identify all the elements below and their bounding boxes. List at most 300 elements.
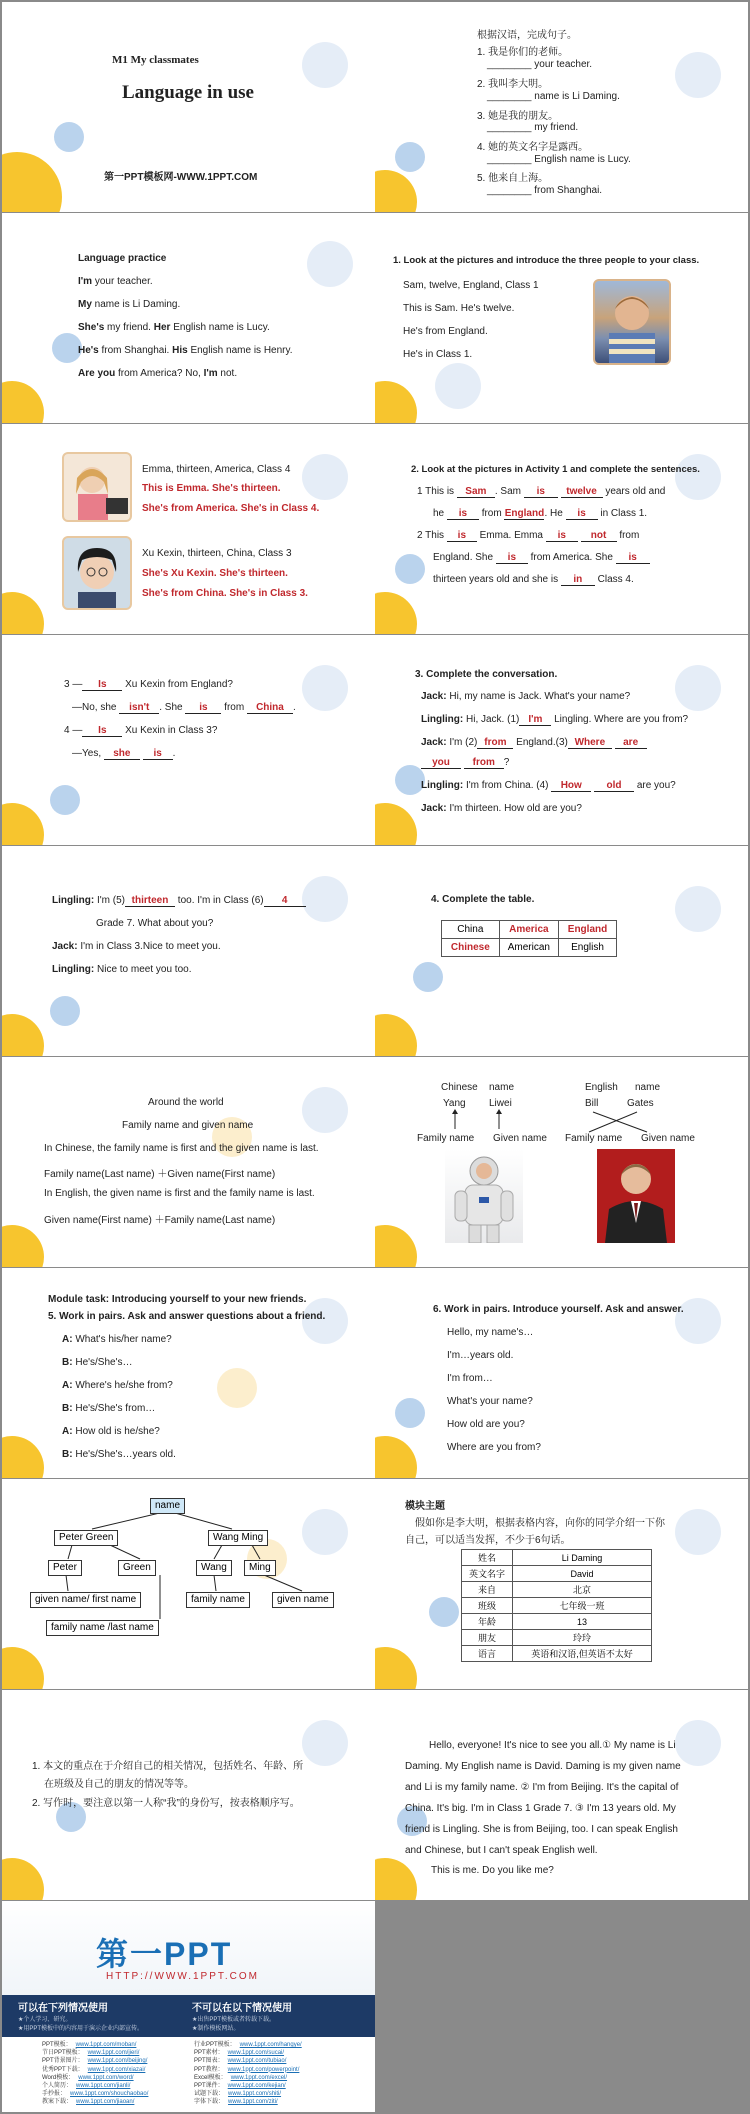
question-line: 4 — Is Xu Kexin in Class 3?	[64, 725, 218, 736]
name-box: Wang Ming	[208, 1530, 268, 1546]
decor-circle	[375, 1858, 417, 1900]
decor-circle	[395, 1398, 425, 1428]
task-intro: 假如你是李大明，根据表格内容，向你的同学介绍一下你	[415, 1518, 665, 1529]
footer-link[interactable]: www.1ppt.com/jieri/	[87, 2050, 140, 2057]
answer-blank: thirteen	[125, 895, 175, 907]
footer-link-row	[194, 2041, 302, 2049]
info-table	[461, 1549, 652, 1662]
given-name-example: Liwei	[489, 1098, 512, 1109]
answer-blank: is	[524, 486, 558, 498]
answer-blank: old	[594, 780, 634, 792]
table-cell: 北京	[513, 1582, 652, 1598]
answer-blank: How	[551, 780, 591, 792]
decor-circle	[2, 1014, 44, 1056]
site-label: 第一PPT模板网-WWW.1PPT.COM	[104, 172, 258, 183]
dialogue-line: Jack: I'm (2) from England.(3) Where are	[421, 737, 647, 749]
answer-blank: she	[104, 748, 140, 760]
cn-line: 3. 她是我的朋友。	[477, 111, 559, 122]
qa-line: A: Where's he/she from?	[62, 1380, 173, 1391]
essay-line: Hello, everyone! It's nice to see you all.① My name is Li	[429, 1740, 676, 1751]
footer-link-label: PPT背景图片：	[42, 2058, 84, 2065]
footer-link[interactable]: www.1ppt.com/powerpoint/	[227, 2066, 300, 2073]
essay-line: and Li is my family name. ② I'm from Beijing. It's the capital of	[405, 1782, 679, 1793]
qa-line: B: He's/She's from…	[62, 1403, 156, 1414]
decor-circle	[307, 241, 353, 287]
footer-link-label: PPT课件：	[194, 2083, 224, 2090]
tree-line	[68, 1545, 72, 1559]
footer-link-row	[194, 2066, 302, 2074]
practice-line: He's from Shanghai. His English name is Henry.	[78, 345, 293, 356]
slide-13-module-task	[2, 1268, 375, 1478]
footer-link[interactable]: www.1ppt.com/tubiao/	[227, 2058, 287, 2065]
bill-gates-photo	[597, 1149, 675, 1243]
footer-link-label: 手抄报：	[42, 2091, 67, 2098]
heading: 1. Look at the pictures and introduce the three people to your class.	[393, 255, 700, 266]
tree-line	[264, 1575, 302, 1591]
slide-12-name-examples	[375, 1057, 748, 1267]
slide-4-activity-1	[375, 213, 748, 423]
prompt-line: I'm from…	[447, 1373, 493, 1384]
answer-blank: is	[447, 530, 477, 542]
decor-circle	[302, 665, 348, 711]
answer-blank: twelve	[561, 486, 603, 498]
tree-line	[214, 1575, 216, 1591]
cn-line: 2. 我叫李大明。	[477, 79, 549, 90]
xukexin-info: Xu Kexin, thirteen, China, Class 3	[142, 548, 292, 559]
heading: 5. Work in pairs. Ask and answer questions about a friend.	[48, 1311, 326, 1322]
dialogue-line: you from ?	[421, 757, 509, 769]
decor-circle	[302, 42, 348, 88]
arrow-line	[593, 1112, 647, 1132]
table-cell: 姓名	[462, 1550, 513, 1566]
heading: 模块主题	[405, 1501, 445, 1512]
section-title: Around the world	[148, 1097, 224, 1108]
qa-line: B: He's/She's…	[62, 1357, 133, 1368]
decor-circle	[2, 1858, 44, 1900]
slide-18-sample-essay	[375, 1690, 748, 1900]
answer-blank: is	[616, 552, 650, 564]
root-name-box: name	[150, 1498, 185, 1514]
table-cell: 语言	[462, 1646, 513, 1662]
en-line: ________ my friend.	[487, 122, 579, 133]
qa-line: B: He's/She's…years old.	[62, 1449, 176, 1460]
dialogue-line: Jack: Hi, my name is Jack. What's your name?	[421, 691, 631, 702]
table-cell: 班级	[462, 1598, 513, 1614]
answer-blank: Sam	[457, 486, 495, 498]
answer-blank: are	[615, 737, 647, 749]
decor-circle	[375, 381, 417, 423]
forbidden-item: ★制作模板网站。	[192, 2026, 240, 2032]
xukexin-answer-2: She's from China. She's in Class 3.	[142, 588, 308, 599]
slide-3-language-practice	[2, 213, 375, 423]
name-box: Peter Green	[54, 1530, 118, 1546]
footer-link[interactable]: www.1ppt.com/beijing/	[87, 2058, 148, 2065]
heading: Language practice	[78, 253, 167, 264]
slide-8-conversation	[375, 635, 748, 845]
table-cell: America	[499, 921, 558, 939]
footer-link-row	[194, 2074, 302, 2082]
intro-line: This is Sam. He's twelve.	[403, 303, 515, 314]
decor-circle	[375, 1436, 417, 1478]
answer-blank: England	[504, 508, 545, 519]
cn-line: 5. 他来自上海。	[477, 173, 549, 184]
table-cell: 英文名字	[462, 1566, 513, 1582]
prompt-line: I'm…years old.	[447, 1350, 514, 1361]
answer-blank: is	[447, 508, 479, 520]
given-name-box: given name	[272, 1592, 334, 1608]
xukexin-answer-1: She's Xu Kexin. She's thirteen.	[142, 568, 288, 579]
label-name: name	[489, 1082, 515, 1093]
footer-link-label: 试题下载：	[194, 2091, 225, 2098]
label-name: name	[635, 1082, 661, 1093]
footer-link[interactable]: www.1ppt.com/xiazai/	[87, 2066, 146, 2073]
footer-link-row	[42, 2082, 148, 2090]
sentence-line: England. She is from America. She is	[433, 552, 650, 564]
slide-5-emma-xukexin	[2, 424, 375, 634]
practice-line: Are you from America? No, I'm not.	[78, 368, 238, 379]
unit-label: M1 My classmates	[112, 54, 199, 66]
family-name-box: family name /last name	[46, 1620, 159, 1636]
answer-line: —No, she isn't . She is from China .	[72, 702, 296, 713]
section-subtitle: Family name and given name	[122, 1120, 254, 1131]
prompt-line: How old are you?	[447, 1419, 525, 1430]
footer-link-row	[42, 2066, 148, 2074]
decor-circle	[435, 363, 481, 409]
decor-circle	[375, 592, 417, 634]
astronaut-photo	[445, 1149, 523, 1243]
boy-portrait-icon	[595, 281, 669, 363]
footer-link[interactable]: www.1ppt.com/shouchaobao/	[70, 2091, 149, 2098]
name-box: Peter	[48, 1560, 82, 1576]
slide-19-ppt-ad	[2, 1901, 375, 2112]
prompt-line: Where are you from?	[447, 1442, 541, 1453]
footer-link-label: 节日PPT模板：	[42, 2050, 84, 2057]
decor-circle	[395, 554, 425, 584]
footer-link-label: Word模板：	[42, 2074, 75, 2081]
label-chinese: Chinese	[441, 1082, 478, 1093]
prompt-line: Hello, my name's…	[447, 1327, 534, 1338]
table-cell: Chinese	[442, 939, 500, 957]
dialogue-line: Lingling: I'm (5) thirteen too. I'm in Class (6) 4	[52, 895, 306, 907]
answer-blank: 4	[264, 895, 306, 907]
dialogue-line: Lingling: Hi, Jack. (1) I'm Lingling. Where are you from?	[421, 714, 689, 725]
table-cell: 来自	[462, 1582, 513, 1598]
question-line: 3 — Is Xu Kexin from England?	[64, 679, 233, 690]
given-name-label: Given name	[493, 1133, 547, 1144]
rule-line: Given name(First name) ＋Family name(Last name)	[44, 1215, 276, 1226]
table-cell: 玲玲	[513, 1630, 652, 1646]
answer-blank: Is	[82, 725, 122, 737]
dialogue-line: Jack: I'm thirteen. How old are you?	[421, 803, 582, 814]
footer-link-row	[42, 2074, 148, 2082]
decor-circle	[2, 381, 44, 423]
sentence-line: thirteen years old and she is in Class 4.	[433, 574, 634, 585]
en-line: ________ your teacher.	[487, 59, 593, 70]
qa-line: A: What's his/her name?	[62, 1334, 172, 1345]
tree-line	[110, 1545, 140, 1559]
answer-blank: isn't	[119, 702, 159, 714]
decor-circle	[375, 1014, 417, 1056]
answer-blank: is	[546, 530, 578, 542]
intro-line: He's in Class 1.	[403, 349, 473, 360]
answer-blank: is	[143, 748, 173, 760]
en-line: ________ from Shanghai.	[487, 185, 603, 196]
sentence-line: he is from England. He is in Class 1.	[433, 508, 648, 519]
footer-link[interactable]: www.1ppt.com/jianli/	[76, 2083, 131, 2090]
logo: 第一PPT	[96, 1936, 233, 1972]
given-name-label: Given name	[641, 1133, 695, 1144]
essay-line: China. It's big. I'm in Class 1 Grade 7. ③ I'm 13 years old. My	[405, 1803, 676, 1814]
tip-line: 在班级及自己的朋友的情况等等。	[44, 1779, 194, 1790]
decor-circle	[302, 454, 348, 500]
table-cell: England	[559, 921, 617, 939]
table-cell: 朋友	[462, 1630, 513, 1646]
nationality-table	[441, 920, 617, 957]
decor-circle	[375, 803, 417, 845]
decor-circle	[302, 876, 348, 922]
decor-circle	[302, 1087, 348, 1133]
footer-link-label: 个人简历：	[42, 2083, 73, 2090]
tree-line	[66, 1575, 68, 1591]
decor-circle	[2, 1436, 44, 1478]
tip-line: 2. 写作时，要注意以第一人称“我”的身份写，按表格顺序写。	[32, 1798, 300, 1809]
arrow-head	[496, 1109, 502, 1114]
decor-circle	[413, 962, 443, 992]
boy-photo	[593, 279, 671, 365]
slide-6-activity-2	[375, 424, 748, 634]
footer-link-row	[42, 2090, 148, 2098]
slide-17-writing-tips	[2, 1690, 375, 1900]
footer-link-label: PPT教程：	[194, 2066, 224, 2073]
slide-16-writing-task	[375, 1479, 748, 1689]
family-name-example: Gates	[627, 1098, 654, 1109]
answer-blank: I'm	[519, 714, 551, 726]
answer-blank: is	[566, 508, 598, 520]
decor-circle	[217, 1368, 257, 1408]
footer-link-label: PPT图表：	[194, 2058, 224, 2065]
footer-link[interactable]: www.1ppt.com/sucai/	[227, 2050, 285, 2057]
footer-link-row	[42, 2049, 148, 2057]
slide-11-around-the-world	[2, 1057, 375, 1267]
footer-link[interactable]: www.1ppt.com/ziti/	[228, 2099, 278, 2106]
answer-blank: is	[185, 702, 221, 714]
links-left	[42, 2041, 148, 2107]
cn-line: 1. 我是你们的老师。	[477, 47, 569, 58]
decor-circle	[2, 592, 44, 634]
answer-blank: not	[581, 530, 617, 542]
emma-answer-1: This is Emma. She's thirteen.	[142, 483, 281, 494]
answer-blank: Is	[82, 679, 122, 691]
rule-line: Family name(Last name) ＋Given name(First name)	[44, 1169, 276, 1180]
footer-link-row	[194, 2057, 302, 2065]
family-name-box: family name	[186, 1592, 250, 1608]
footer-link[interactable]: www.1ppt.com/shiti/	[228, 2091, 282, 2098]
footer-link[interactable]: www.1ppt.com/moban/	[75, 2042, 137, 2048]
decor-circle	[675, 1509, 721, 1555]
decor-circle	[675, 886, 721, 932]
footer-link-label: 字体下载：	[194, 2099, 225, 2106]
heading: 3. Complete the conversation.	[415, 669, 558, 680]
task-intro: 自己，可以适当发挥，不少于6句话。	[405, 1535, 571, 1546]
footer-link-label: 教案下载：	[42, 2099, 73, 2106]
answer-blank: Where	[568, 737, 612, 749]
name-box: Ming	[244, 1560, 276, 1576]
footer-link-label: PPT素材：	[194, 2050, 224, 2057]
slide-2-translate	[375, 2, 748, 212]
decor-circle	[395, 142, 425, 172]
decor-circle	[2, 803, 44, 845]
heading: 4. Complete the table.	[431, 894, 535, 905]
table-cell: China	[442, 921, 500, 939]
sentence-line: 2 This is Emma. Emma is not from	[417, 530, 640, 541]
rule-line: In Chinese, the family name is first and the given name is last.	[44, 1143, 319, 1154]
instruction: 根据汉语，完成句子。	[477, 30, 577, 41]
tree-line	[252, 1545, 260, 1559]
dialogue-line: Lingling: Nice to meet you too.	[52, 964, 192, 975]
decor-circle	[375, 1647, 417, 1689]
table-cell: David	[513, 1566, 652, 1582]
intro-line: He's from England.	[403, 326, 488, 337]
emma-photo	[62, 452, 132, 522]
rule-line: In English, the given name is first and the family name is last.	[44, 1188, 315, 1199]
logo-url: HTTP://WWW.1PPT.COM	[106, 1971, 259, 1982]
en-line: ________ English name is Lucy.	[487, 154, 631, 165]
sentence-line: 1 This is Sam . Sam is twelve years old and	[417, 486, 666, 497]
footer-link[interactable]: www.1ppt.com/word/	[78, 2074, 134, 2081]
decor-circle	[50, 785, 80, 815]
en-line: ________ name is Li Daming.	[487, 91, 620, 102]
decor-circle	[675, 52, 721, 98]
footer-link-label: PPT模板：	[42, 2042, 72, 2048]
answer-blank: you	[421, 757, 461, 769]
tip-line: 1. 本文的重点在于介绍自己的相关情况，包括姓名、年龄、所	[32, 1761, 304, 1772]
footer-link-row	[194, 2049, 302, 2057]
slide-15-name-tree	[2, 1479, 375, 1689]
practice-line: I'm your teacher.	[78, 276, 153, 287]
footer-link-row	[42, 2041, 148, 2049]
arrow-head	[452, 1109, 458, 1114]
heading: 2. Look at the pictures in Activity 1 and complete the sentences.	[411, 464, 700, 475]
qa-line: A: How old is he/she?	[62, 1426, 160, 1437]
page-title: Language in use	[122, 82, 254, 103]
family-name-label: Family name	[565, 1133, 623, 1144]
answer-blank: from	[464, 757, 504, 769]
essay-line: Daming. My English name is David. Daming is my given name	[405, 1761, 681, 1772]
emma-info: Emma, thirteen, America, Class 4	[142, 464, 291, 475]
footer-link-label: Excel模板：	[194, 2074, 227, 2081]
decor-circle	[675, 1720, 721, 1766]
answer-line: —Yes, she is .	[72, 748, 176, 759]
family-name-example: Yang	[443, 1098, 466, 1109]
name-box: Green	[118, 1560, 156, 1576]
given-name-box: given name/ first name	[30, 1592, 141, 1608]
footer-link[interactable]: www.1ppt.com/excel/	[230, 2074, 288, 2081]
allowed-item: ★个人学习、研究。	[18, 2017, 72, 2023]
cn-line: 4. 她的英文名字是露西。	[477, 142, 589, 153]
name-arrows	[375, 1057, 748, 1267]
answer-blank: in	[561, 574, 595, 586]
table-cell: 英语和汉语,但英语不太好	[513, 1646, 652, 1662]
table-cell: 七年级一班	[513, 1598, 652, 1614]
xukexin-photo	[62, 536, 132, 610]
given-name-example: Bill	[585, 1098, 599, 1109]
astronaut-icon	[445, 1149, 523, 1243]
girl-portrait-icon	[64, 538, 130, 608]
table-cell: 年龄	[462, 1614, 513, 1630]
decor-circle	[302, 1720, 348, 1766]
footer-link[interactable]: www.1ppt.com/jiaoan/	[76, 2099, 135, 2106]
table-cell: 13	[513, 1614, 652, 1630]
links-right	[194, 2041, 302, 2107]
practice-line: She's my friend. Her English name is Lucy.	[78, 322, 270, 333]
intro-line: Sam, twelve, England, Class 1	[403, 280, 539, 291]
answer-blank: China	[247, 702, 293, 714]
dialogue-line: Jack: I'm in Class 3.Nice to meet you.	[52, 941, 221, 952]
footer-link-row	[194, 2090, 302, 2098]
girl-portrait-icon	[64, 454, 130, 520]
emma-answer-2: She's from America. She's in Class 4.	[142, 503, 320, 514]
tree-lines	[2, 1479, 375, 1689]
footer-link[interactable]: www.1ppt.com/hangye/	[239, 2042, 302, 2048]
footer-link-label: 优秀PPT下载：	[42, 2066, 84, 2073]
decor-circle	[54, 122, 84, 152]
decor-circle	[2, 152, 62, 212]
decor-circle	[429, 1597, 459, 1627]
dialogue-line: Lingling: I'm from China. (4) How old are you?	[421, 780, 676, 791]
table-cell: American	[499, 939, 558, 957]
footer-link-row	[194, 2098, 302, 2106]
footer-link-row	[194, 2082, 302, 2090]
family-name-label: Family name	[417, 1133, 475, 1144]
answer-blank: from	[477, 737, 513, 749]
allowed-item: ★用PPT模板中的内容用于演示企业内部宣传。	[18, 2026, 144, 2032]
slide-10-complete-table	[375, 846, 748, 1056]
decor-circle	[2, 1225, 44, 1267]
footer-link-row	[42, 2098, 148, 2106]
table-cell: Li Daming	[513, 1550, 652, 1566]
decor-circle	[50, 996, 80, 1026]
man-in-suit-icon	[597, 1149, 675, 1243]
practice-line: My name is Li Daming.	[78, 299, 181, 310]
answer-blank: is	[496, 552, 528, 564]
prompt-line: What's your name?	[447, 1396, 533, 1407]
decor-circle	[375, 170, 417, 212]
arrow-line	[589, 1112, 637, 1132]
slide-7-questions	[2, 635, 375, 845]
footer-link-label: 行业PPT模板：	[194, 2042, 236, 2048]
essay-line: This is me. Do you like me?	[431, 1865, 554, 1876]
decor-circle	[675, 665, 721, 711]
module-task: Module task: Introducing yourself to your new friends.	[48, 1294, 307, 1305]
table-cell: English	[559, 939, 617, 957]
footer-link-row	[42, 2057, 148, 2065]
forbidden-item: ★出售PPT模板或者转载下载。	[192, 2017, 276, 2023]
slide-9-conversation-cont	[2, 846, 375, 1056]
dialogue-line: Grade 7. What about you?	[96, 918, 214, 929]
decor-circle	[675, 454, 721, 500]
tree-line	[214, 1545, 222, 1559]
name-box: Wang	[196, 1560, 232, 1576]
essay-line: and Chinese, but I can't speak English well.	[405, 1845, 598, 1856]
footer-link[interactable]: www.1ppt.com/kejian/	[227, 2083, 286, 2090]
allowed-heading: 可以在下列情况使用	[18, 2003, 108, 2014]
slide-1-title	[2, 2, 375, 212]
essay-line: friend is Lingling. She is from Beijing, too. I can speak English	[405, 1824, 678, 1835]
forbidden-heading: 不可以在以下情况使用	[192, 2003, 292, 2014]
heading: 6. Work in pairs. Introduce yourself. Ask and answer.	[433, 1304, 684, 1315]
label-english: English	[585, 1082, 618, 1093]
slide-14-introduce-yourself	[375, 1268, 748, 1478]
